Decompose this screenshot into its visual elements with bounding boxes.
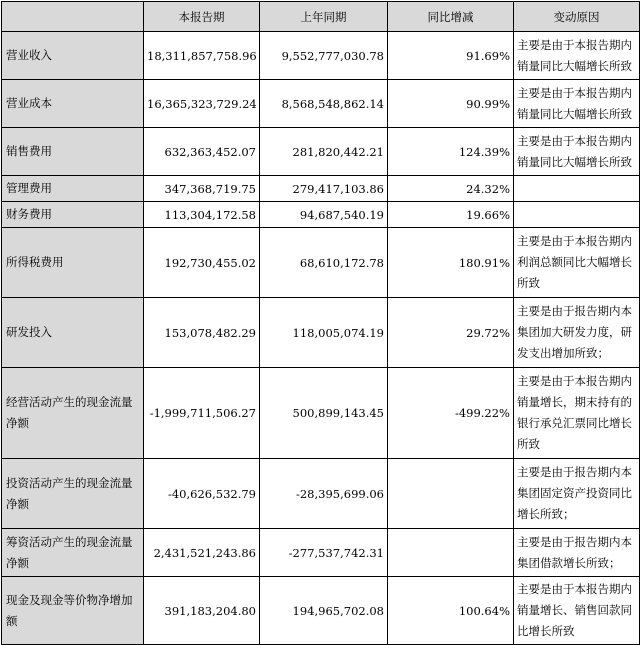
table-row (2, 298, 640, 368)
header-prior-period: 上年同期 (260, 2, 388, 32)
header-row (2, 2, 640, 32)
prior-value: 8,568,548,862.14 (260, 80, 388, 128)
row-label: 营业收入 (2, 32, 144, 80)
change-percent: 100.64% (388, 577, 514, 645)
change-percent: 24.32% (388, 176, 514, 202)
current-value: 632,363,452.07 (144, 128, 260, 176)
table-row (2, 80, 640, 128)
row-label: 筹资活动产生的现金流量净额 (2, 529, 144, 577)
prior-value: 68,610,172.78 (260, 228, 388, 298)
current-value: -1,999,711,506.27 (144, 368, 260, 459)
table-row (2, 128, 640, 176)
change-percent: 90.99% (388, 80, 514, 128)
header-item (2, 2, 144, 32)
prior-value: 281,820,442.21 (260, 128, 388, 176)
change-reason: 主要是由于本报告期内销量同比大幅增长所致 (514, 128, 640, 176)
change-percent (388, 529, 514, 577)
row-label: 研发投入 (2, 298, 144, 368)
change-percent: 19.66% (388, 202, 514, 228)
current-value: -40,626,532.79 (144, 459, 260, 529)
prior-value: 500,899,143.45 (260, 368, 388, 459)
prior-value: 118,005,074.19 (260, 298, 388, 368)
current-value: 347,368,719.75 (144, 176, 260, 202)
current-value: 192,730,455.02 (144, 228, 260, 298)
table-row (2, 176, 640, 202)
prior-value: -277,537,742.31 (260, 529, 388, 577)
row-label: 营业成本 (2, 80, 144, 128)
change-percent: 29.72% (388, 298, 514, 368)
header-current-period: 本报告期 (144, 2, 260, 32)
table-row (2, 368, 640, 459)
prior-value: -28,395,699.06 (260, 459, 388, 529)
change-reason (514, 202, 640, 228)
change-reason: 主要是由于本报告期内销量增长，期末持有的银行承兑汇票同比增长所致 (514, 368, 640, 459)
change-percent (388, 459, 514, 529)
row-label: 经营活动产生的现金流量净额 (2, 368, 144, 459)
current-value: 113,304,172.58 (144, 202, 260, 228)
row-label: 财务费用 (2, 202, 144, 228)
change-percent: -499.22% (388, 368, 514, 459)
change-reason (514, 176, 640, 202)
change-reason: 主要是由于本报告期内销量同比大幅增长所致 (514, 32, 640, 80)
change-reason: 主要是由于报告期内本集团加大研发力度，研发支出增加所致； (514, 298, 640, 368)
row-label: 投资活动产生的现金流量净额 (2, 459, 144, 529)
current-value: 2,431,521,243.86 (144, 529, 260, 577)
header-yoy-change: 同比增减 (388, 2, 514, 32)
row-label: 现金及现金等价物净增加额 (2, 577, 144, 645)
table-row (2, 32, 640, 80)
change-percent: 91.69% (388, 32, 514, 80)
change-reason: 主要是由于报告期内本集团固定资产投资同比增长所致； (514, 459, 640, 529)
prior-value: 94,687,540.19 (260, 202, 388, 228)
prior-value: 9,552,777,030.78 (260, 32, 388, 80)
change-percent: 180.91% (388, 228, 514, 298)
table-row (2, 228, 640, 298)
table-row (2, 529, 640, 577)
prior-value: 194,965,702.08 (260, 577, 388, 645)
prior-value: 279,417,103.86 (260, 176, 388, 202)
change-reason: 主要是由于本报告期内销量同比大幅增长所致 (514, 80, 640, 128)
current-value: 16,365,323,729.24 (144, 80, 260, 128)
current-value: 153,078,482.29 (144, 298, 260, 368)
table-row (2, 202, 640, 228)
current-value: 18,311,857,758.96 (144, 32, 260, 80)
change-reason: 主要是由于本报告期内销量增长、销售回款同比增长所致 (514, 577, 640, 645)
row-label: 销售费用 (2, 128, 144, 176)
table-row (2, 459, 640, 529)
current-value: 391,183,204.80 (144, 577, 260, 645)
row-label: 管理费用 (2, 176, 144, 202)
change-reason: 主要是由于报告期内本集团借款增长所致； (514, 529, 640, 577)
financial-comparison-table (1, 1, 640, 645)
row-label: 所得税费用 (2, 228, 144, 298)
table-row (2, 577, 640, 645)
change-reason: 主要是由于本报告期内利润总额同比大幅增长所致 (514, 228, 640, 298)
header-change-reason: 变动原因 (514, 2, 640, 32)
change-percent: 124.39% (388, 128, 514, 176)
